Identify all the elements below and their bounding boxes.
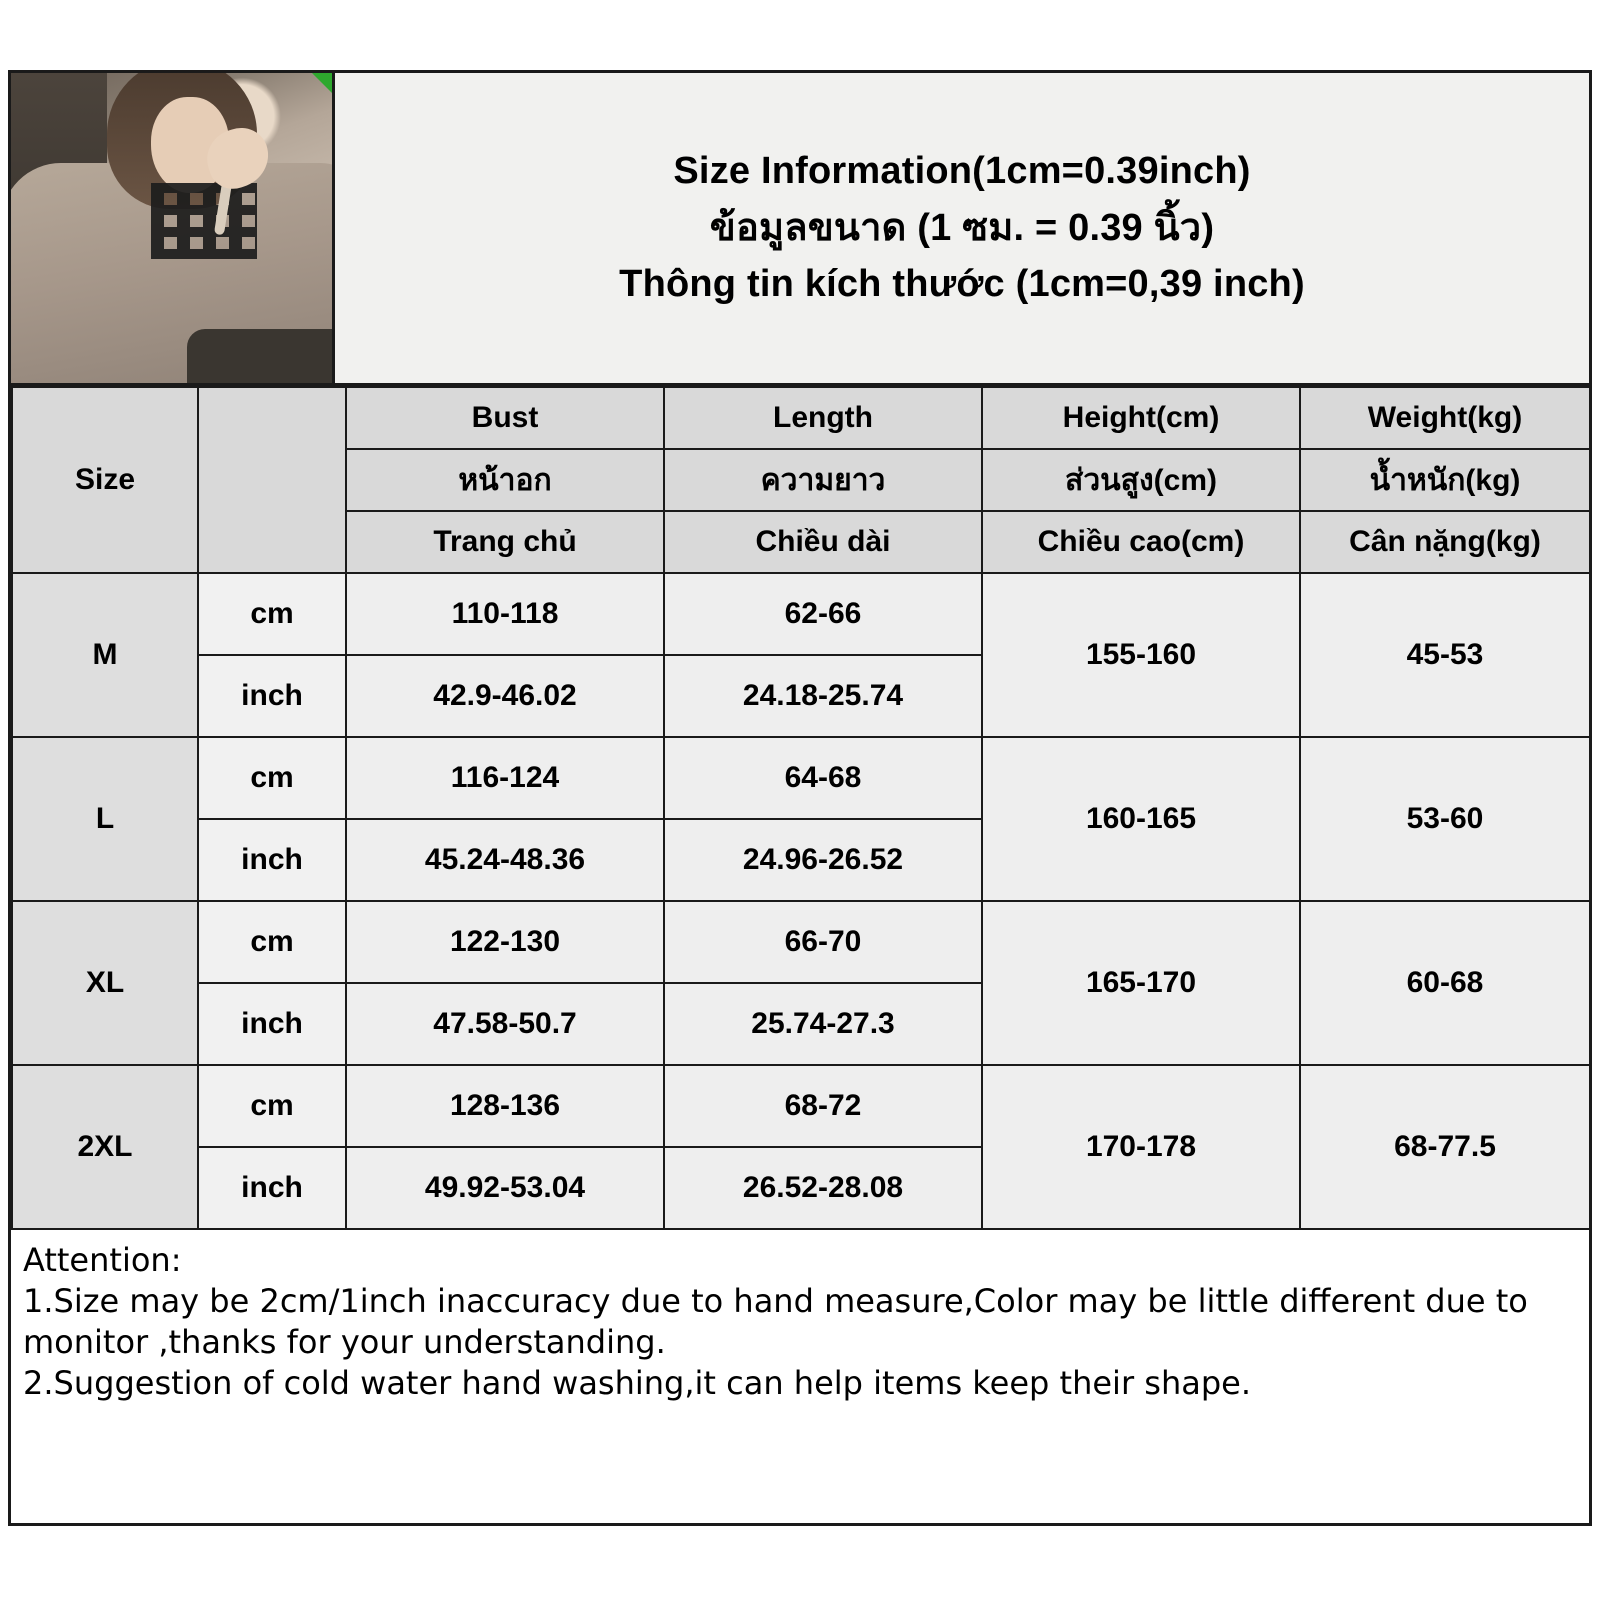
- header-bust-th: หน้าอก: [346, 449, 664, 511]
- header-weight-en: Weight(kg): [1300, 387, 1590, 449]
- table-row: [12, 1065, 1590, 1147]
- row-unit-inch: inch: [198, 1147, 346, 1229]
- header-height-vi: Chiều cao(cm): [982, 511, 1300, 573]
- l-length-cm: 64-68: [664, 737, 982, 819]
- row-unit-cm: cm: [198, 1065, 346, 1147]
- header-bust-en: Bust: [346, 387, 664, 449]
- xxl-length-inch: 26.52-28.08: [664, 1147, 982, 1229]
- l-bust-inch: 45.24-48.36: [346, 819, 664, 901]
- attention-line-1b: monitor ,thanks for your understanding.: [23, 1322, 666, 1361]
- title-line-en: Size Information(1cm=0.39inch): [673, 149, 1251, 192]
- row-size-xl: XL: [12, 901, 198, 1065]
- attention-heading: Attention:: [23, 1241, 182, 1279]
- row-size-m: M: [12, 573, 198, 737]
- attention-line-2: 2.Suggestion of cold water hand washing,it can help items keep their shape.: [23, 1363, 1251, 1402]
- xl-bust-inch: 47.58-50.7: [346, 983, 664, 1065]
- row-unit-inch: inch: [198, 655, 346, 737]
- size-table: [11, 386, 1591, 1230]
- m-weight: 45-53: [1300, 573, 1590, 737]
- row-unit-cm: cm: [198, 901, 346, 983]
- header-unit-blank: [198, 387, 346, 573]
- xxl-height: 170-178: [982, 1065, 1300, 1229]
- xl-bust-cm: 122-130: [346, 901, 664, 983]
- row-unit-cm: cm: [198, 573, 346, 655]
- table-row: [12, 737, 1590, 819]
- m-length-inch: 24.18-25.74: [664, 655, 982, 737]
- title-cell: [335, 73, 1589, 383]
- l-length-inch: 24.96-26.52: [664, 819, 982, 901]
- header-row-en: [12, 387, 1590, 449]
- xxl-bust-inch: 49.92-53.04: [346, 1147, 664, 1229]
- header-row: [11, 73, 1589, 386]
- row-unit-cm: cm: [198, 737, 346, 819]
- header-weight-th: น้ำหนัก(kg): [1300, 449, 1590, 511]
- attention-line-1a: 1.Size may be 2cm/1inch inaccuracy due to hand measure,Color may be little different due to: [23, 1281, 1528, 1320]
- row-size-2xl: 2XL: [12, 1065, 198, 1229]
- header-height-th: ส่วนสูง(cm): [982, 449, 1300, 511]
- m-bust-cm: 110-118: [346, 573, 664, 655]
- xl-length-inch: 25.74-27.3: [664, 983, 982, 1065]
- xxl-bust-cm: 128-136: [346, 1065, 664, 1147]
- xxl-weight: 68-77.5: [1300, 1065, 1590, 1229]
- table-head: [12, 387, 1590, 573]
- green-corner-marker: [311, 73, 333, 94]
- l-height: 160-165: [982, 737, 1300, 901]
- header-weight-vi: Cân nặng(kg): [1300, 511, 1590, 573]
- table-row: [12, 901, 1590, 983]
- header-height-en: Height(cm): [982, 387, 1300, 449]
- l-bust-cm: 116-124: [346, 737, 664, 819]
- m-bust-inch: 42.9-46.02: [346, 655, 664, 737]
- header-bust-vi: Trang chủ: [346, 511, 664, 573]
- row-size-l: L: [12, 737, 198, 901]
- l-weight: 53-60: [1300, 737, 1590, 901]
- table-body: [12, 573, 1590, 1229]
- m-length-cm: 62-66: [664, 573, 982, 655]
- header-length-th: ความยาว: [664, 449, 982, 511]
- photo-hoodie-print: [151, 183, 257, 259]
- row-unit-inch: inch: [198, 819, 346, 901]
- xl-length-cm: 66-70: [664, 901, 982, 983]
- product-photo: [11, 73, 332, 383]
- table-row: [12, 573, 1590, 655]
- product-photo-cell: [11, 73, 335, 383]
- xxl-length-cm: 68-72: [664, 1065, 982, 1147]
- size-chart-frame: [8, 70, 1592, 1526]
- photo-leg: [187, 329, 332, 383]
- header-size: Size: [12, 387, 198, 573]
- header-length-en: Length: [664, 387, 982, 449]
- attention-block: [11, 1230, 1589, 1404]
- header-length-vi: Chiều dài: [664, 511, 982, 573]
- xl-height: 165-170: [982, 901, 1300, 1065]
- xl-weight: 60-68: [1300, 901, 1590, 1065]
- title-line-vi: Thông tin kích thước (1cm=0,39 inch): [619, 263, 1305, 306]
- row-unit-inch: inch: [198, 983, 346, 1065]
- m-height: 155-160: [982, 573, 1300, 737]
- title-line-th: ข้อมูลขนาด (1 ซม. = 0.39 นิ้ว): [709, 206, 1215, 249]
